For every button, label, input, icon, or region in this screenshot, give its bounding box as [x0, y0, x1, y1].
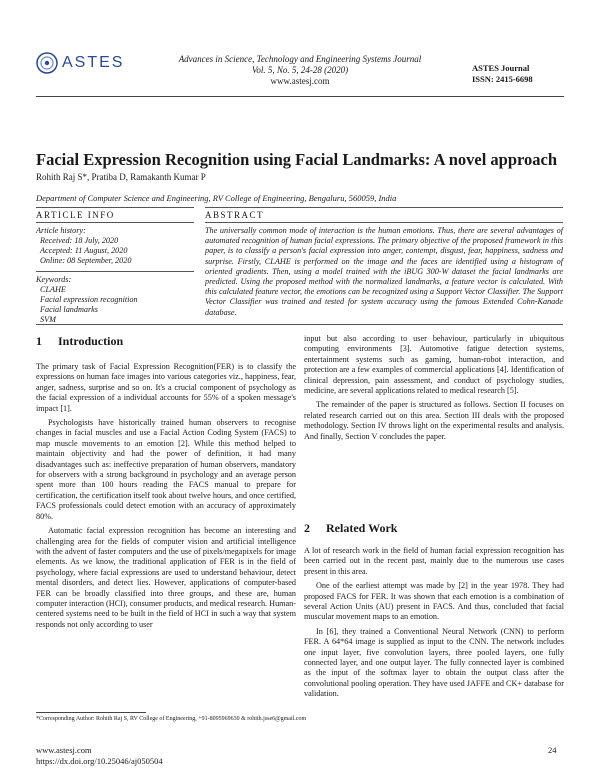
article-history — [36, 226, 196, 266]
front-matter-rule — [36, 324, 563, 325]
footnote-rule — [36, 712, 146, 713]
paragraph: input but also according to user behaviour, particularly in ubiquitous computing environments [3]. Automotive fatigue detection systems, entertainment systems such as gaming, human-robot interaction, and protection are a few examples of commercial applications [4]. Identification of clinical depression, pain assessment, and conduct of psychology studies, medicine, are several applications related to medical research [5]. — [304, 334, 564, 396]
header-divider — [36, 96, 564, 97]
paragraph: Automatic facial expression recognition has become an interesting and challenging area for the fields of computer vision and artificial intelligence with the advent of faster computers and the use of pixels/megapixels for image elements. As we know, the traditional application of FER is in the field of psychology, where facial expressions are used to understand behaviour, detect mental disorders, and detect lies. However, applications of computer-based FER can be broadly classified into three groups, and these are, human computer interaction (HCI), consumer products, and medical research. Human-centered systems need to be built in the field of HCI in such a way that system responds not only according to user — [36, 526, 296, 629]
related-work-body — [304, 546, 564, 700]
section-number: 2 — [304, 521, 310, 535]
abstract-heading: ABSTRACT — [205, 210, 265, 220]
online-date: Online: 08 September, 2020 — [40, 256, 132, 265]
article-info-rule-top — [36, 207, 194, 208]
corresponding-author-footnote: *Corresponding Author: Rohith Raj S, RV College of Engineering, +91-8095969630 & rohith.jsse6@gmail.com — [36, 716, 307, 722]
right-column — [304, 334, 564, 442]
journal-box-title: ASTES Journal — [472, 63, 530, 73]
journal-name: Advances in Science, Technology and Engineering Systems Journal — [178, 54, 422, 64]
paragraph: One of the earliest attempt was made by [2] in the year 1978. They had proposed FACS for FER. It was shown that each emotion is a combination of several Action Units (AU) present in FACS. And thus, concluded that facial muscular movement maps to an emotion. — [304, 581, 564, 622]
keyword-item: Facial expression recognition — [40, 295, 138, 304]
article-info-rule — [36, 222, 194, 223]
paragraph: Psychologists have historically trained human observers to recognise changes in facial muscles and use a Facial Action Coding System (FACS) to map muscle movements to an emotion [2]. While this method helped to maintain objectivity and had the power of definition, it had many disadvantages such as: ineffective preparation of human observers, mandatory for observers with a strong background in psychology and an average person spent more than 100 hours reading the FACS manual to prepare for certification, the certification itself took about twelve hours, and once certified, FACS professionals could detect emotion with an accuracy of approximately 80%. — [36, 418, 296, 521]
paper-title: Facial Expression Recognition using Facial Landmarks: A novel approach — [36, 150, 558, 169]
accepted-date: Accepted: 11 August, 2020 — [40, 246, 128, 255]
page-footer — [36, 745, 163, 767]
abstract-rule-top — [205, 207, 563, 208]
section-title: Introduction — [58, 334, 124, 348]
paper-affiliation: Department of Computer Science and Engineering, RV College of Engineering, Bengaluru, 560059, India — [36, 193, 397, 203]
paragraph: A lot of research work in the field of human facial expression recognition has been carried out in the recent past, mainly due to the numerous use cases present in this area. — [304, 546, 564, 576]
left-column — [36, 362, 296, 630]
page-number: 24 — [548, 745, 557, 755]
keyword-item: Facial landmarks — [40, 305, 98, 314]
journal-box-issn: ISSN: 2415-6698 — [472, 74, 533, 84]
section-heading-related-work — [304, 521, 397, 536]
keywords-label: Keywords: — [36, 275, 72, 284]
journal-box — [472, 63, 562, 85]
paragraph: In [6], they trained a Conventional Neural Network (CNN) to perform FER. A 64*64 image is supplied as input to the CNN. The network includes one input layer, five convolution layers, three pooled layers, one fully connected layer, and one output layer. The fully connected layer is combined as the input of the softmax layer to obtain the output class after the convolutional pooling operation. They have used JAFFE and CK+ database for validation. — [304, 626, 564, 699]
section-number: 1 — [36, 334, 42, 348]
received-date: Received: 18 July, 2020 — [40, 236, 119, 245]
journal-header — [150, 54, 450, 87]
article-info-heading: ARTICLE INFO — [36, 210, 115, 220]
abstract-rule — [205, 222, 563, 223]
keyword-item: SVM — [40, 315, 56, 324]
journal-url[interactable]: www.astesj.com — [270, 76, 330, 86]
paper-authors: Rohith Raj S*, Pratiba D, Ramakanth Kumar P — [36, 172, 206, 182]
journal-volume: Vol. 5, No. 5, 24-28 (2020) — [251, 65, 349, 75]
section-title: Related Work — [326, 521, 398, 535]
footer-doi[interactable]: https://dx.doi.org/10.25046/aj050504 — [36, 756, 163, 766]
footer-url[interactable]: www.astesj.com — [36, 745, 92, 755]
keyword-item: CLAHE — [40, 285, 66, 294]
logo-text: ASTES — [62, 54, 125, 71]
keywords-block — [36, 275, 196, 325]
history-label: Article history: — [36, 226, 86, 235]
paragraph: The remainder of the paper is structured as follows. Section II focuses on related research carried out on this area. Section III deals with the proposed methodology. Section IV throws light on the experimental results and analysis. And finally, Section V concludes the paper. — [304, 400, 564, 441]
paragraph: The primary task of Facial Expression Recognition(FER) is to classify the expressions on human face images into various categories viz., happiness, fear, anger, sadness, surprise and so on. It's a crucial component of psychology as the facial expression of a individual accounts for 55% of a spoken message's impact [1]. — [36, 362, 296, 413]
section-heading-introduction — [36, 334, 123, 349]
astes-logo — [36, 52, 136, 74]
keywords-rule — [36, 271, 194, 272]
astes-logo-icon — [36, 52, 58, 74]
abstract-text: The universally common mode of interaction is the human emotions. Thus, there are several advantages of automated recognition of human facial expressions. The primary objective of the proposed framework in this paper, is to classify a person's facial expression into anger, contempt, disgust, fear, happiness, sadness and surprise. Firstly, CLAHE is performed on the image and the faces are identified using a histogram of oriented gradients. Then, using a model trained with the iBUG 300-W dataset the facial landmarks are predicted. Using the proposed method with the normalized landmarks, a feature vector is calculated. With this calculated feature vector, the emotions can be recognized using a Support Vector Classifier. The Support Vector Classifier was trained and tested for system accuracy using the famous Extended Cohn-Kanade database. — [205, 226, 563, 317]
